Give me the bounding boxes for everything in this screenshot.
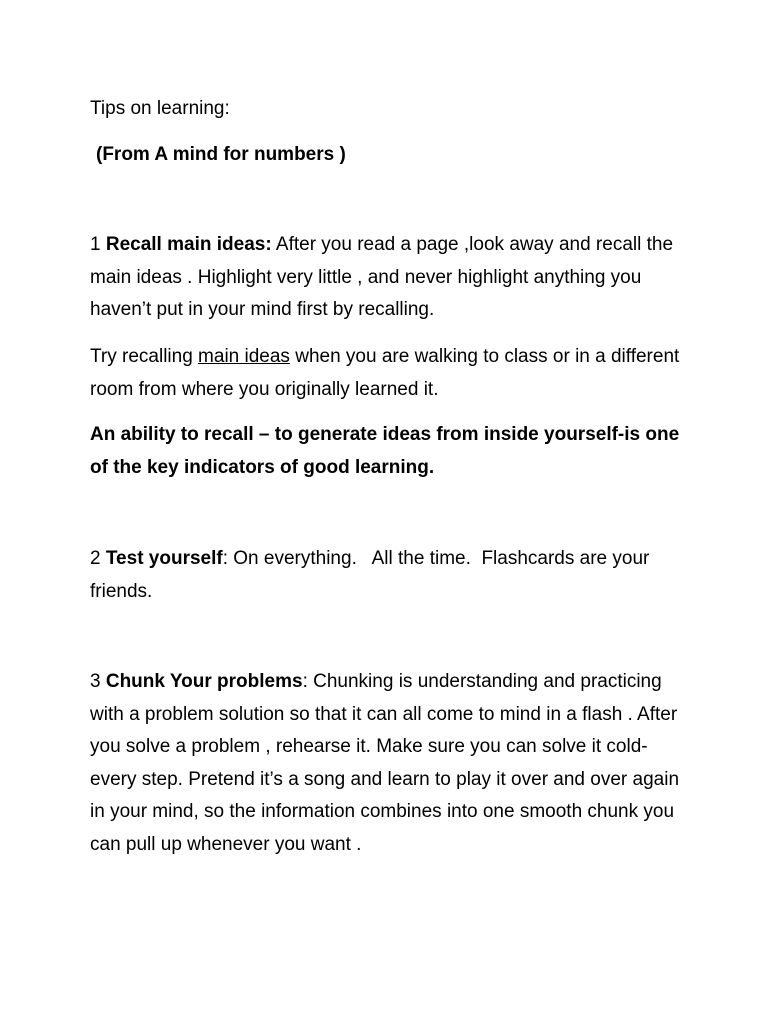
tip-2-number: 2 <box>90 548 101 569</box>
document-source <box>96 139 696 172</box>
title-text: Tips on learning: <box>90 98 230 119</box>
tip-1-recall-after: when you are walking to class or in a different room from where you originally learned it. <box>90 346 680 400</box>
tip-1-emphasis-text: An ability to recall – to generate ideas from inside yourself-is one of the key indicators of good learning. <box>90 424 680 478</box>
tip-3-heading: Chunk Your problems <box>105 671 303 692</box>
source-text: (From A mind for numbers ) <box>96 144 346 165</box>
tip-3-number: 3 <box>90 671 101 692</box>
tip-1-paragraph <box>90 229 690 327</box>
tip-1-number: 1 <box>90 234 101 255</box>
tip-3-paragraph <box>90 666 690 861</box>
tip-1-recall-paragraph <box>90 341 690 406</box>
tip-1-recall-before: Try recalling <box>90 346 193 367</box>
tip-1-heading: Recall main ideas: <box>105 234 272 255</box>
main-ideas-underlined: main ideas <box>198 346 290 367</box>
tip-2-heading: Test yourself <box>105 548 223 569</box>
tip-1-text: After you read a page ,look away and recall the main ideas . Highlight very little , and never highlight anything you haven’t put in your mind first by recalling. <box>90 234 674 320</box>
document-title <box>90 93 690 126</box>
tip-2-paragraph <box>90 543 690 608</box>
tip-1-emphasis <box>90 419 690 484</box>
tip-3-text: : Chunking is understanding and practicing with a problem solution so that it can all come to mind in a flash . After you solve a problem , rehearse it. Make sure you can solve it cold-every step. Pretend it’s a song and learn to play it over and over again in your mind, so the information combines into one smooth chunk you can pull up whenever you want . <box>90 671 680 855</box>
tip-2-text: : On everything. All the time. Flashcards are your friends. <box>90 548 655 602</box>
